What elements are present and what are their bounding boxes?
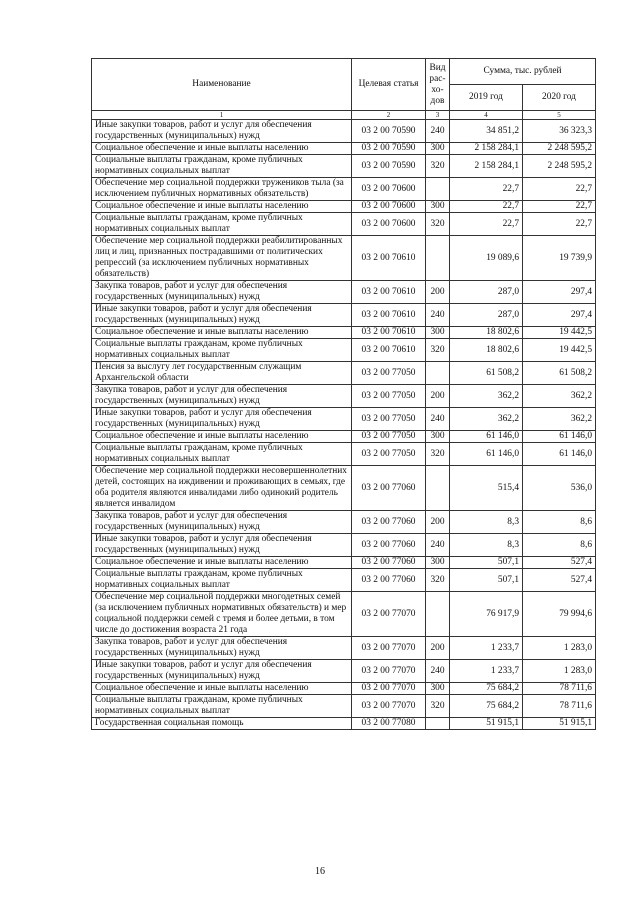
row-name: Закупка товаров, работ и услуг для обеспечения государственных (муниципальных) нужд [92, 511, 352, 534]
row-expense-type: 200 [426, 385, 450, 408]
row-name: Обеспечение мер социальной поддержки тружеников тыла (за исключением публичных нормативных обязательств) [92, 178, 352, 201]
row-sum-2020: 1 283,0 [523, 637, 596, 660]
row-target-code: 03 2 00 70600 [352, 213, 426, 236]
header-type [426, 59, 450, 111]
row-name: Иные закупки товаров, работ и услуг для обеспечения государственных (муниципальных) нужд [92, 408, 352, 431]
table-row [92, 155, 596, 178]
header-sum: Сумма, тыс. рублей [450, 59, 596, 85]
row-target-code: 03 2 00 77060 [352, 534, 426, 557]
row-sum-2019: 2 158 284,1 [450, 155, 523, 178]
table-row [92, 660, 596, 683]
table-body [92, 120, 596, 730]
row-target-code: 03 2 00 70610 [352, 339, 426, 362]
row-sum-2019: 22,7 [450, 213, 523, 236]
row-sum-2020: 78 711,6 [523, 683, 596, 695]
row-sum-2020: 22,7 [523, 213, 596, 236]
table-row [92, 281, 596, 304]
budget-table [91, 58, 596, 730]
column-index: 5 [523, 111, 596, 120]
row-sum-2020: 22,7 [523, 201, 596, 213]
row-expense-type: 200 [426, 511, 450, 534]
row-name: Социальное обеспечение и иные выплаты населению [92, 201, 352, 213]
table-row [92, 511, 596, 534]
header-year-2020: 2020 год [523, 85, 596, 111]
row-name: Обеспечение мер социальной поддержки многодетных семей (за исключением публичных нормативных обязательств) и мер социальной поддержки семей с тремя и более детьми, в том числе до достижения возраста 21 года [92, 592, 352, 637]
row-expense-type [426, 236, 450, 281]
row-expense-type: 240 [426, 534, 450, 557]
row-target-code: 03 2 00 77060 [352, 466, 426, 511]
row-name: Иные закупки товаров, работ и услуг для обеспечения государственных (муниципальных) нужд [92, 660, 352, 683]
row-sum-2019: 34 851,2 [450, 120, 523, 143]
row-sum-2020: 79 994,6 [523, 592, 596, 637]
row-name: Социальные выплаты гражданам, кроме публичных нормативных социальных выплат [92, 213, 352, 236]
row-expense-type: 300 [426, 431, 450, 443]
row-name: Закупка товаров, работ и услуг для обеспечения государственных (муниципальных) нужд [92, 637, 352, 660]
row-sum-2020: 78 711,6 [523, 695, 596, 718]
row-name: Социальные выплаты гражданам, кроме публичных нормативных социальных выплат [92, 339, 352, 362]
table-row [92, 362, 596, 385]
row-sum-2019: 76 917,9 [450, 592, 523, 637]
row-sum-2019: 61 508,2 [450, 362, 523, 385]
row-sum-2019: 2 158 284,1 [450, 143, 523, 155]
row-target-code: 03 2 00 77050 [352, 385, 426, 408]
row-sum-2019: 51 915,1 [450, 718, 523, 730]
column-index: 2 [352, 111, 426, 120]
row-name: Социальное обеспечение и иные выплаты населению [92, 683, 352, 695]
row-expense-type: 240 [426, 120, 450, 143]
row-expense-type: 320 [426, 155, 450, 178]
table-row [92, 120, 596, 143]
row-expense-type: 240 [426, 408, 450, 431]
row-expense-type: 300 [426, 327, 450, 339]
row-name: Государственная социальная помощь [92, 718, 352, 730]
row-expense-type: 200 [426, 637, 450, 660]
row-sum-2020: 527,4 [523, 569, 596, 592]
row-expense-type: 320 [426, 339, 450, 362]
table-row [92, 718, 596, 730]
row-sum-2019: 22,7 [450, 201, 523, 213]
table-row [92, 213, 596, 236]
table-row [92, 327, 596, 339]
row-expense-type: 320 [426, 569, 450, 592]
row-sum-2020: 1 283,0 [523, 660, 596, 683]
row-name: Социальные выплаты гражданам, кроме публичных нормативных социальных выплат [92, 569, 352, 592]
page-number: 16 [315, 866, 325, 877]
row-sum-2019: 362,2 [450, 408, 523, 431]
row-target-code: 03 2 00 77070 [352, 637, 426, 660]
row-sum-2020: 527,4 [523, 557, 596, 569]
row-target-code: 03 2 00 70610 [352, 327, 426, 339]
row-sum-2020: 297,4 [523, 281, 596, 304]
row-target-code: 03 2 00 70590 [352, 120, 426, 143]
row-sum-2020: 19 739,9 [523, 236, 596, 281]
row-target-code: 03 2 00 77050 [352, 362, 426, 385]
row-target-code: 03 2 00 77050 [352, 431, 426, 443]
table-row [92, 431, 596, 443]
row-sum-2020: 61 146,0 [523, 431, 596, 443]
row-expense-type [426, 466, 450, 511]
table-row [92, 178, 596, 201]
header-type-line: дов [430, 95, 445, 106]
row-target-code: 03 2 00 77050 [352, 408, 426, 431]
column-index: 1 [92, 111, 352, 120]
row-sum-2019: 18 802,6 [450, 339, 523, 362]
table-row [92, 592, 596, 637]
table-row [92, 683, 596, 695]
row-sum-2020: 19 442,5 [523, 339, 596, 362]
row-name: Социальные выплаты гражданам, кроме публичных нормативных социальных выплат [92, 695, 352, 718]
column-index: 4 [450, 111, 523, 120]
row-target-code: 03 2 00 77060 [352, 569, 426, 592]
row-target-code: 03 2 00 77050 [352, 443, 426, 466]
row-sum-2019: 507,1 [450, 569, 523, 592]
table-row [92, 143, 596, 155]
row-target-code: 03 2 00 70610 [352, 281, 426, 304]
row-target-code: 03 2 00 77060 [352, 511, 426, 534]
row-sum-2020: 8,6 [523, 511, 596, 534]
row-sum-2019: 1 233,7 [450, 660, 523, 683]
row-sum-2020: 362,2 [523, 408, 596, 431]
row-expense-type: 300 [426, 143, 450, 155]
row-expense-type: 240 [426, 660, 450, 683]
header-type-line: Вид [429, 62, 446, 73]
row-target-code: 03 2 00 70600 [352, 178, 426, 201]
row-sum-2019: 287,0 [450, 281, 523, 304]
row-name: Закупка товаров, работ и услуг для обеспечения государственных (муниципальных) нужд [92, 281, 352, 304]
header-type-line: хо- [431, 84, 444, 95]
row-sum-2020: 36 323,3 [523, 120, 596, 143]
row-target-code: 03 2 00 77080 [352, 718, 426, 730]
row-name: Социальное обеспечение и иные выплаты населению [92, 431, 352, 443]
row-target-code: 03 2 00 70610 [352, 236, 426, 281]
table-row [92, 236, 596, 281]
table-row [92, 408, 596, 431]
header-year-2019: 2019 год [450, 85, 523, 111]
row-sum-2020: 8,6 [523, 534, 596, 557]
row-sum-2019: 8,3 [450, 511, 523, 534]
row-sum-2019: 507,1 [450, 557, 523, 569]
row-expense-type: 300 [426, 201, 450, 213]
row-sum-2020: 2 248 595,2 [523, 155, 596, 178]
table-row [92, 557, 596, 569]
row-expense-type: 300 [426, 683, 450, 695]
row-sum-2019: 22,7 [450, 178, 523, 201]
row-name: Социальное обеспечение и иные выплаты населению [92, 143, 352, 155]
row-sum-2019: 61 146,0 [450, 443, 523, 466]
row-expense-type: 320 [426, 443, 450, 466]
table-row [92, 637, 596, 660]
table-row [92, 201, 596, 213]
row-sum-2019: 19 089,6 [450, 236, 523, 281]
table-row [92, 569, 596, 592]
table-row [92, 385, 596, 408]
row-expense-type [426, 718, 450, 730]
row-expense-type [426, 592, 450, 637]
row-sum-2019: 18 802,6 [450, 327, 523, 339]
row-sum-2019: 75 684,2 [450, 683, 523, 695]
row-sum-2019: 362,2 [450, 385, 523, 408]
row-name: Социальные выплаты гражданам, кроме публичных нормативных социальных выплат [92, 443, 352, 466]
row-sum-2019: 1 233,7 [450, 637, 523, 660]
row-sum-2020: 22,7 [523, 178, 596, 201]
row-name: Обеспечение мер социальной поддержки несовершеннолетних детей, состоящих на иждивении и проживающих в семьях, где оба родителя являются инвалидами либо одинокий родитель является инвалидом [92, 466, 352, 511]
row-sum-2020: 2 248 595,2 [523, 143, 596, 155]
row-sum-2020: 19 442,5 [523, 327, 596, 339]
table-row [92, 466, 596, 511]
row-sum-2020: 61 508,2 [523, 362, 596, 385]
row-sum-2019: 287,0 [450, 304, 523, 327]
header-target: Целевая статья [352, 59, 426, 111]
row-expense-type: 320 [426, 695, 450, 718]
row-sum-2019: 75 684,2 [450, 695, 523, 718]
table-row [92, 304, 596, 327]
table-row [92, 695, 596, 718]
table-row [92, 443, 596, 466]
row-sum-2020: 297,4 [523, 304, 596, 327]
row-target-code: 03 2 00 70590 [352, 143, 426, 155]
row-name: Иные закупки товаров, работ и услуг для обеспечения государственных (муниципальных) нужд [92, 120, 352, 143]
row-name: Иные закупки товаров, работ и услуг для обеспечения государственных (муниципальных) нужд [92, 304, 352, 327]
row-name: Закупка товаров, работ и услуг для обеспечения государственных (муниципальных) нужд [92, 385, 352, 408]
row-target-code: 03 2 00 77070 [352, 695, 426, 718]
row-name: Пенсия за выслугу лет государственным служащим Архангельской области [92, 362, 352, 385]
row-expense-type: 320 [426, 213, 450, 236]
row-sum-2019: 515,4 [450, 466, 523, 511]
row-expense-type: 300 [426, 557, 450, 569]
row-expense-type [426, 362, 450, 385]
row-sum-2020: 51 915,1 [523, 718, 596, 730]
header-name: Наименование [92, 59, 352, 111]
row-sum-2020: 536,0 [523, 466, 596, 511]
row-sum-2020: 362,2 [523, 385, 596, 408]
row-name: Социальное обеспечение и иные выплаты населению [92, 327, 352, 339]
table-row [92, 534, 596, 557]
table-row [92, 339, 596, 362]
row-target-code: 03 2 00 70610 [352, 304, 426, 327]
row-name: Социальные выплаты гражданам, кроме публичных нормативных социальных выплат [92, 155, 352, 178]
row-sum-2019: 8,3 [450, 534, 523, 557]
row-name: Социальное обеспечение и иные выплаты населению [92, 557, 352, 569]
row-expense-type: 240 [426, 304, 450, 327]
row-target-code: 03 2 00 70590 [352, 155, 426, 178]
column-index: 3 [426, 111, 450, 120]
row-target-code: 03 2 00 77070 [352, 592, 426, 637]
header-type-line: рас- [429, 73, 446, 84]
row-target-code: 03 2 00 77070 [352, 683, 426, 695]
row-target-code: 03 2 00 70600 [352, 201, 426, 213]
row-name: Иные закупки товаров, работ и услуг для обеспечения государственных (муниципальных) нужд [92, 534, 352, 557]
row-target-code: 03 2 00 77070 [352, 660, 426, 683]
row-sum-2020: 61 146,0 [523, 443, 596, 466]
row-name: Обеспечение мер социальной поддержки реабилитированных лиц и лиц, признанных пострадавшими от политических репрессий (за исключением публичных нормативных обязательств) [92, 236, 352, 281]
row-target-code: 03 2 00 77060 [352, 557, 426, 569]
row-sum-2019: 61 146,0 [450, 431, 523, 443]
row-expense-type [426, 178, 450, 201]
row-expense-type: 200 [426, 281, 450, 304]
